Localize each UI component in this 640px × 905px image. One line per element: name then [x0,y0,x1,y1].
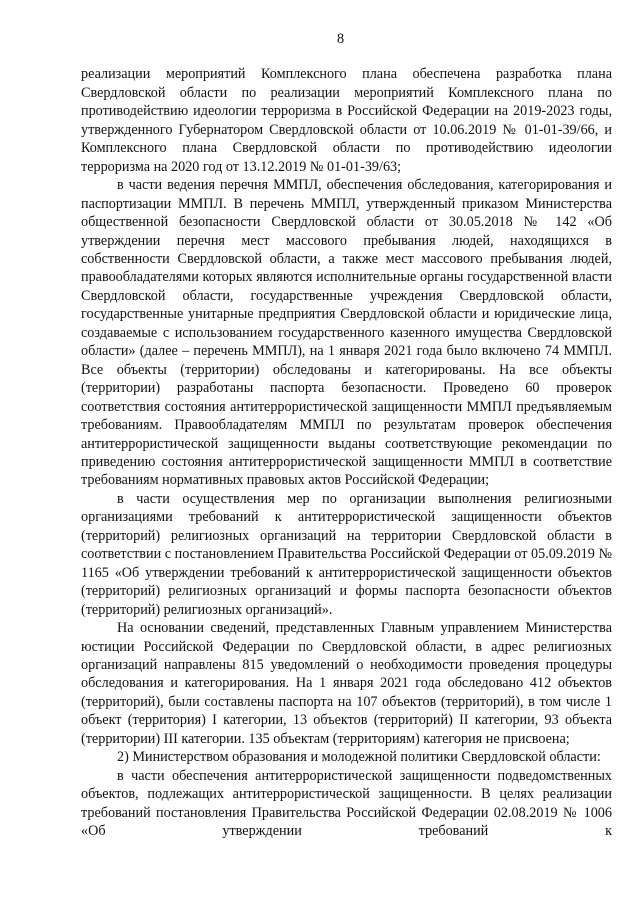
paragraph-mmpl-list: в части ведения перечня ММПЛ, обеспечения обследования, категорирования и паспортизации ММПЛ. В перечень ММПЛ, утвержденный приказом Министерства общественной безопасности Свердловской области от 30.05.2018 № 142 «Об утверждении перечня мест массового пребывания людей, находящихся в собственности Свердловской области, а также мест массового пребывания людей, правообладателями которых являются исполнительные органы государственной власти Свердловской области, государственные учреждения Свердловской области, государственные унитарные предприятия Свердловской области и юридические лица, создаваемые с использованием государственного казенного имущества Свердловской области» (далее – перечень ММПЛ), на 1 января 2021 года было включено 74 ММПЛ. Все объекты (территории) обследованы и категорированы. На все объекты (территории) разработаны паспорта безопасности. Проведено 60 проверок соответствия состояния антитеррористической защищенности ММПЛ предъявляемым требованиям. Правообладателям ММПЛ по результатам проверок обеспечения антитеррористической защищенности выданы соответствующие рекомендации по приведению состояния антитеррористической защищенности ММПЛ в соответствие требованиям нормативных правовых актов Российской Федерации; [81,177,612,489]
paragraph-justice-ministry-data: На основании сведений, представленных Главным управлением Министерства юстиции Российской Федерации по Свердловской области, в адрес религиозных организаций направлены 815 уведомлений о необходимости проведения процедуры обследования и категорирования. На 1 января 2021 года обследовано 412 объектов (территорий), были составлены паспорта на 107 объектов (территорий), в том числе 1 объект (территория) I категории, 13 объектов (территорий) II категории, 93 объекта (территории) III категории. 135 объектам (территориям) категория не присвоена; [81,620,612,747]
paragraph-religious-organizations: в части осуществления мер по организации выполнения религиозными организациями требований к антитеррористической защищенности объектов (территорий) религиозных организаций на территории Свердловской области в соответствии с постановлением Правительства Российской Федерации от 05.09.2019 № 1165 «Об утверждении требований к антитеррористической защищенности объектов (территорий) религиозных организаций и формы паспорта безопасности объектов (территорий) религиозных организаций». [81,490,612,618]
paragraph-subordinate-objects: в части обеспечения антитеррористической защищенности подведомственных объектов, подлежащих антитеррористической защищенности. В целях реализации требований постановления Правительства Российской Федерации 02.08.2019 № 1006 «Об утверждении требований к [81,767,612,840]
paragraph-education-ministry: 2) Министерством образования и молодежной политики Свердловской области: [117,749,601,766]
page-number: 8 [336,31,345,47]
paragraph-plan-development: реализации мероприятий Комплексного плана обеспечена разработка плана Свердловской области по реализации мероприятий Комплексного плана по противодействию идеологии терроризма в Российской Федерации на 2019-2023 годы, утвержденного Губернатором Свердловской области от 10.06.2019 № 01-01-39/66, и Комплексного плана Свердловской области по противодействию идеологии терроризма на 2020 год от 13.12.2019 № 01-01-39/63; [81,66,612,175]
